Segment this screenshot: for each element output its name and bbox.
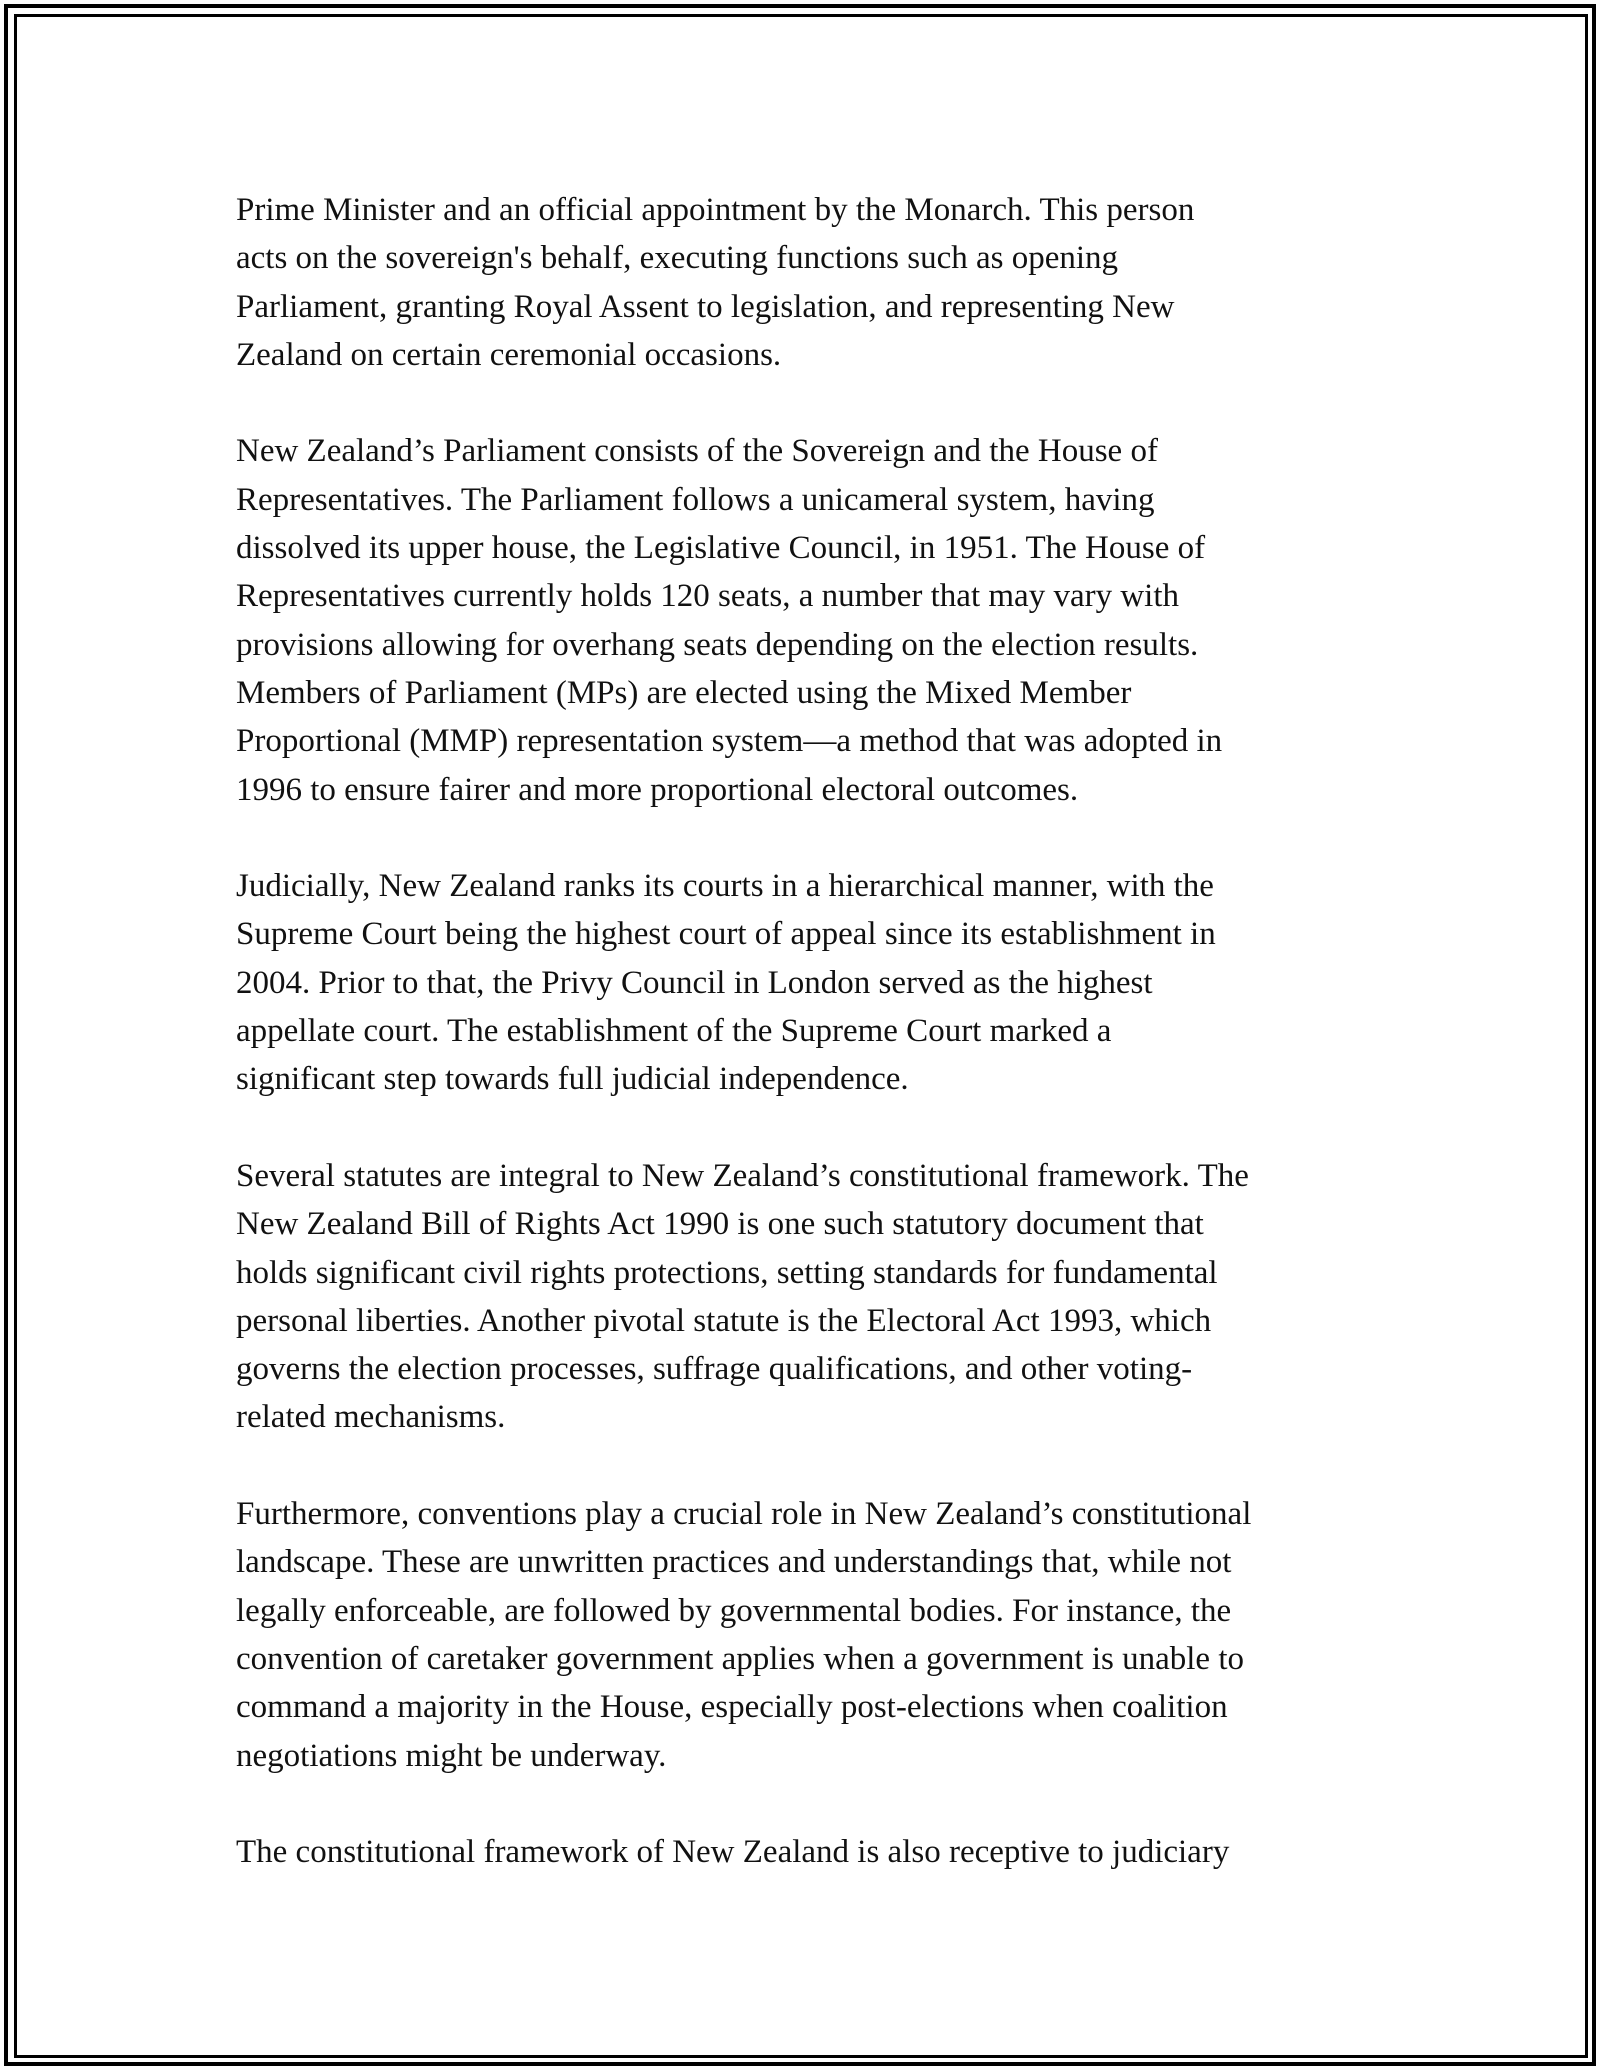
text-line: Supreme Court being the highest court of appeal since its establishment in xyxy=(236,916,1216,953)
text-line: provisions allowing for overhang seats depending on the election results. xyxy=(236,626,1199,663)
text-line: related mechanisms. xyxy=(236,1399,506,1436)
text-line: negotiations might be underway. xyxy=(236,1737,667,1774)
text-line: Parliament, granting Royal Assent to legislation, and representing New xyxy=(236,288,1175,325)
paragraph-conventions xyxy=(236,1490,1406,1780)
text-line: appellate court. The establishment of the Supreme Court marked a xyxy=(236,1013,1112,1050)
text-line: significant step towards full judicial independence. xyxy=(236,1061,909,1098)
text-line: convention of caretaker government applies when a government is unable to xyxy=(236,1640,1244,1677)
paragraph-framework xyxy=(236,1828,1406,1876)
text-line: Representatives. The Parliament follows a unicameral system, having xyxy=(236,481,1155,518)
paragraph-judiciary xyxy=(236,862,1406,1103)
text-line: command a majority in the House, especially post-elections when coalition xyxy=(236,1689,1228,1726)
text-line: Zealand on certain ceremonial occasions. xyxy=(236,336,782,373)
text-line: New Zealand Bill of Rights Act 1990 is one such statutory document that xyxy=(236,1206,1204,1243)
text-line: 1996 to ensure fairer and more proportional electoral outcomes. xyxy=(236,771,1079,808)
paragraph-governor-general xyxy=(236,186,1406,379)
text-line: Furthermore, conventions play a crucial role in New Zealand’s constitutional xyxy=(236,1496,1252,1533)
text-line: legally enforceable, are followed by governmental bodies. For instance, the xyxy=(236,1592,1232,1629)
text-line: New Zealand’s Parliament consists of the Sovereign and the House of xyxy=(236,433,1158,470)
text-line: landscape. These are unwritten practices and understandings that, while not xyxy=(236,1544,1232,1581)
text-line: personal liberties. Another pivotal statute is the Electoral Act 1993, which xyxy=(236,1302,1212,1339)
text-line: acts on the sovereign's behalf, executing functions such as opening xyxy=(236,240,1119,277)
text-line: Representatives currently holds 120 seats, a number that may vary with xyxy=(236,578,1179,615)
text-line: Members of Parliament (MPs) are elected using the Mixed Member xyxy=(236,674,1132,711)
paragraph-statutes xyxy=(236,1152,1406,1442)
text-line: 2004. Prior to that, the Privy Council in London served as the highest xyxy=(236,964,1153,1001)
text-line: dissolved its upper house, the Legislative Council, in 1951. The House of xyxy=(236,530,1206,567)
paragraph-parliament xyxy=(236,427,1406,813)
text-line: The constitutional framework of New Zealand is also receptive to judiciary xyxy=(236,1834,1230,1871)
text-line: Several statutes are integral to New Zealand’s constitutional framework. The xyxy=(236,1157,1249,1194)
text-line: Judicially, New Zealand ranks its courts in a hierarchical manner, with the xyxy=(236,868,1214,905)
text-line: governs the election processes, suffrage qualifications, and other voting- xyxy=(236,1351,1193,1388)
text-line: Prime Minister and an official appointment by the Monarch. This person xyxy=(236,192,1195,228)
text-line: holds significant civil rights protections, setting standards for fundamental xyxy=(236,1254,1218,1291)
text-line: Proportional (MMP) representation system—a method that was adopted in xyxy=(236,723,1223,760)
document-body xyxy=(236,186,1406,1925)
